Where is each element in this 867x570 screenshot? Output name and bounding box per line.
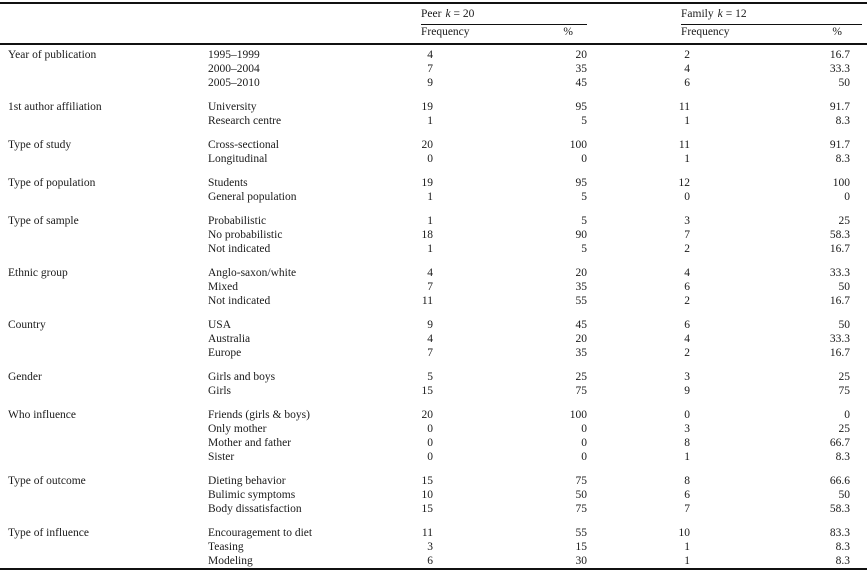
category-cell: Ethnic group — [8, 267, 68, 279]
family-frequency-header: Frequency — [681, 26, 730, 38]
table-section — [0, 176, 867, 204]
table-row — [0, 422, 867, 436]
subcategory-cell: Only mother — [208, 423, 267, 435]
table-section — [0, 318, 867, 360]
table-row — [0, 190, 867, 204]
family-percent-cell: 50 — [838, 281, 850, 293]
category-cell — [0, 114, 208, 128]
subcategory-cell: 1995–1999 — [208, 49, 260, 61]
category-cell: Year of publication — [8, 49, 97, 61]
family-frequency-cell: 4 — [684, 63, 690, 75]
category-cell — [0, 228, 208, 242]
table-section — [0, 138, 867, 166]
peer-percent-cell: 95 — [575, 177, 587, 189]
table-row — [0, 554, 867, 568]
subcategory-cell: Friends (girls & boys) — [208, 409, 310, 421]
table-row — [0, 474, 867, 488]
table-row — [0, 242, 867, 256]
peer-frequency-cell: 19 — [421, 177, 433, 189]
subcategory-cell: Encouragement to diet — [208, 527, 313, 539]
peer-frequency-cell: 15 — [421, 475, 433, 487]
table-row — [0, 266, 867, 280]
peer-percent-cell: 45 — [575, 319, 587, 331]
family-percent-cell: 16.7 — [829, 243, 850, 255]
family-percent-cell: 58.3 — [829, 503, 850, 515]
peer-percent-cell: 5 — [581, 243, 587, 255]
peer-frequency-cell: 0 — [427, 153, 433, 165]
family-frequency-cell: 10 — [678, 527, 690, 539]
table-row — [0, 370, 867, 384]
table-row — [0, 62, 867, 76]
category-cell — [0, 384, 208, 398]
subcategory-cell: Not indicated — [208, 295, 271, 307]
peer-group-title: Peer — [421, 8, 442, 20]
subcategory-cell: Sister — [208, 451, 235, 463]
table-section — [0, 408, 867, 464]
peer-percent-cell: 35 — [575, 281, 587, 293]
peer-percent-cell: 20 — [575, 267, 587, 279]
category-cell — [0, 450, 208, 464]
category-cell: 1st author affiliation — [8, 101, 102, 113]
family-frequency-cell: 0 — [684, 191, 690, 203]
table-row — [0, 488, 867, 502]
subcategory-cell: Anglo-saxon/white — [208, 267, 297, 279]
family-group-title: Family — [681, 8, 714, 20]
peer-frequency-cell: 9 — [427, 77, 433, 89]
family-frequency-cell: 8 — [684, 475, 690, 487]
peer-percent-cell: 0 — [581, 153, 587, 165]
peer-percent-cell: 20 — [575, 49, 587, 61]
family-frequency-cell: 6 — [684, 281, 690, 293]
family-percent-cell: 16.7 — [829, 49, 850, 61]
peer-percent-cell: 5 — [581, 215, 587, 227]
category-cell — [0, 190, 208, 204]
peer-frequency-cell: 20 — [421, 139, 433, 151]
peer-frequency-cell: 7 — [427, 281, 433, 293]
family-frequency-cell: 3 — [684, 215, 690, 227]
family-k-value: = 12 — [725, 8, 747, 20]
peer-frequency-cell: 11 — [421, 295, 433, 307]
category-cell — [0, 346, 208, 360]
family-frequency-cell: 3 — [684, 423, 690, 435]
peer-percent-cell: 35 — [575, 63, 587, 75]
family-percent-cell: 50 — [838, 319, 850, 331]
peer-frequency-cell: 20 — [421, 409, 433, 421]
family-frequency-cell: 1 — [684, 541, 690, 553]
table-row — [0, 280, 867, 294]
family-frequency-cell: 9 — [684, 385, 690, 397]
category-cell — [0, 502, 208, 516]
family-percent-cell: 0 — [844, 191, 850, 203]
family-frequency-cell: 1 — [684, 153, 690, 165]
subcategory-cell: Cross-sectional — [208, 139, 279, 151]
category-cell: Who influence — [8, 409, 77, 421]
table-row — [0, 384, 867, 398]
subcategory-cell: Girls — [208, 385, 231, 397]
peer-frequency-cell: 3 — [427, 541, 433, 553]
table-row — [0, 48, 867, 62]
table-row — [0, 214, 867, 228]
family-frequency-cell: 1 — [684, 555, 690, 567]
peer-percent-cell: 50 — [575, 489, 587, 501]
category-cell: Country — [8, 319, 46, 331]
table-section — [0, 214, 867, 256]
family-percent-cell: 91.7 — [829, 139, 850, 151]
table-section — [0, 48, 867, 90]
peer-percent-cell: 0 — [581, 423, 587, 435]
subcategory-cell: 2005–2010 — [208, 77, 260, 89]
subcategory-cell: Students — [208, 177, 248, 189]
category-cell — [0, 76, 208, 90]
family-frequency-cell: 11 — [678, 139, 690, 151]
subcategory-cell: Europe — [208, 347, 242, 359]
subcategory-cell: Mother and father — [208, 437, 292, 449]
family-percent-cell: 100 — [832, 177, 850, 189]
peer-percent-cell: 95 — [575, 101, 587, 113]
peer-frequency-header: Frequency — [421, 26, 470, 38]
category-cell — [0, 280, 208, 294]
table-section — [0, 266, 867, 308]
table-row — [0, 526, 867, 540]
family-frequency-cell: 1 — [684, 451, 690, 463]
peer-frequency-cell: 0 — [427, 437, 433, 449]
peer-percent-cell: 30 — [575, 555, 587, 567]
peer-frequency-cell: 11 — [421, 527, 433, 539]
family-group-rule — [681, 24, 862, 25]
peer-percent-cell: 100 — [569, 139, 587, 151]
peer-percent-cell: 75 — [575, 475, 587, 487]
subcategory-cell: General population — [208, 191, 297, 203]
family-percent-cell: 50 — [838, 77, 850, 89]
peer-percent-cell: 5 — [581, 115, 587, 127]
table-row — [0, 176, 867, 190]
family-frequency-cell: 6 — [684, 489, 690, 501]
family-percent-cell: 58.3 — [829, 229, 850, 241]
table-row — [0, 138, 867, 152]
peer-group-header — [390, 8, 587, 21]
category-cell: Type of population — [8, 177, 96, 189]
subcategory-cell: No probabilistic — [208, 229, 283, 241]
category-cell — [0, 422, 208, 436]
table-row — [0, 76, 867, 90]
family-frequency-cell: 2 — [684, 295, 690, 307]
family-percent-cell: 33.3 — [829, 333, 850, 345]
family-percent-cell: 8.3 — [835, 115, 850, 127]
family-frequency-cell: 4 — [684, 267, 690, 279]
family-frequency-cell: 8 — [684, 437, 690, 449]
family-percent-cell: 66.6 — [829, 475, 850, 487]
subcategory-cell: Research centre — [208, 115, 282, 127]
peer-frequency-cell: 6 — [427, 555, 433, 567]
category-cell — [0, 554, 208, 568]
family-frequency-cell: 11 — [678, 101, 690, 113]
family-percent-cell: 8.3 — [835, 555, 850, 567]
subcategory-cell: Teasing — [208, 541, 244, 553]
family-frequency-cell: 12 — [678, 177, 690, 189]
family-percent-cell: 8.3 — [835, 451, 850, 463]
family-frequency-cell: 7 — [684, 229, 690, 241]
peer-frequency-cell: 15 — [421, 503, 433, 515]
family-percent-cell: 25 — [838, 371, 850, 383]
peer-percent-cell: 25 — [575, 371, 587, 383]
family-frequency-cell: 3 — [684, 371, 690, 383]
subcategory-cell: Probabilistic — [208, 215, 267, 227]
family-frequency-cell: 2 — [684, 49, 690, 61]
subcategory-cell: Body dissatisfaction — [208, 503, 302, 515]
peer-frequency-cell: 18 — [421, 229, 433, 241]
family-percent-cell: 75 — [838, 385, 850, 397]
peer-frequency-cell: 19 — [421, 101, 433, 113]
category-cell — [0, 242, 208, 256]
peer-percent-cell: 35 — [575, 347, 587, 359]
peer-frequency-cell: 1 — [427, 215, 433, 227]
category-cell — [0, 488, 208, 502]
family-percent-cell: 16.7 — [829, 347, 850, 359]
table-section — [0, 526, 867, 568]
peer-frequency-cell: 4 — [427, 333, 433, 345]
peer-percent-cell: 55 — [575, 527, 587, 539]
table-row — [0, 502, 867, 516]
subcategory-cell: Girls and boys — [208, 371, 276, 383]
peer-frequency-cell: 4 — [427, 267, 433, 279]
family-k-symbol: k — [717, 8, 723, 20]
category-cell — [0, 540, 208, 554]
subcategory-cell: USA — [208, 319, 232, 331]
category-cell — [0, 436, 208, 450]
peer-frequency-cell: 10 — [421, 489, 433, 501]
table-row — [0, 436, 867, 450]
table-row — [0, 318, 867, 332]
peer-percent-cell: 75 — [575, 503, 587, 515]
peer-frequency-cell: 9 — [427, 319, 433, 331]
table-row — [0, 450, 867, 464]
peer-k-value: = 20 — [453, 8, 475, 20]
subcategory-cell: Longitudinal — [208, 153, 268, 165]
peer-frequency-cell: 7 — [427, 63, 433, 75]
column-header-row — [0, 25, 867, 40]
subcategory-cell: University — [208, 101, 257, 113]
subcategory-cell: Modeling — [208, 555, 253, 567]
table-section — [0, 370, 867, 398]
peer-frequency-cell: 0 — [427, 451, 433, 463]
peer-percent-cell: 100 — [569, 409, 587, 421]
table-row — [0, 114, 867, 128]
peer-percent-cell: 20 — [575, 333, 587, 345]
family-group-header — [587, 8, 867, 21]
family-percent-cell: 50 — [838, 489, 850, 501]
table-body — [0, 45, 867, 568]
peer-percent-cell: 75 — [575, 385, 587, 397]
subcategory-cell: Mixed — [208, 281, 239, 293]
family-frequency-cell: 4 — [684, 333, 690, 345]
peer-frequency-cell: 4 — [427, 49, 433, 61]
peer-frequency-cell: 1 — [427, 243, 433, 255]
subcategory-cell: Bulimic symptoms — [208, 489, 296, 501]
family-percent-cell: 91.7 — [829, 101, 850, 113]
family-frequency-cell: 6 — [684, 319, 690, 331]
peer-percent-cell: 5 — [581, 191, 587, 203]
family-percent-cell: 16.7 — [829, 295, 850, 307]
table-row — [0, 100, 867, 114]
family-frequency-cell: 1 — [684, 115, 690, 127]
table-row — [0, 294, 867, 308]
family-percent-cell: 25 — [838, 423, 850, 435]
peer-frequency-cell: 0 — [427, 423, 433, 435]
peer-frequency-cell: 1 — [427, 115, 433, 127]
peer-percent-cell: 45 — [575, 77, 587, 89]
table-row — [0, 346, 867, 360]
peer-percent-header: % — [563, 26, 573, 38]
family-frequency-cell: 0 — [684, 409, 690, 421]
family-percent-cell: 33.3 — [829, 267, 850, 279]
category-cell: Type of study — [8, 139, 72, 151]
family-frequency-cell: 6 — [684, 77, 690, 89]
category-cell: Type of influence — [8, 527, 89, 539]
family-percent-cell: 33.3 — [829, 63, 850, 75]
table-row — [0, 228, 867, 242]
peer-percent-cell: 0 — [581, 437, 587, 449]
subcategory-cell: Dieting behavior — [208, 475, 286, 487]
category-cell: Type of outcome — [8, 475, 86, 487]
family-frequency-cell: 7 — [684, 503, 690, 515]
family-percent-cell: 66.7 — [829, 437, 850, 449]
category-cell — [0, 294, 208, 308]
peer-percent-cell: 15 — [575, 541, 587, 553]
peer-frequency-cell: 15 — [421, 385, 433, 397]
family-frequency-cell: 2 — [684, 347, 690, 359]
table-section — [0, 100, 867, 128]
category-cell — [0, 332, 208, 346]
category-cell: Gender — [8, 371, 42, 383]
category-cell — [0, 62, 208, 76]
table-row — [0, 540, 867, 554]
peer-frequency-cell: 5 — [427, 371, 433, 383]
table-row — [0, 332, 867, 346]
subcategory-cell: Australia — [208, 333, 251, 345]
family-frequency-cell: 2 — [684, 243, 690, 255]
peer-percent-cell: 0 — [581, 451, 587, 463]
peer-percent-cell: 55 — [575, 295, 587, 307]
subcategory-cell: 2000–2004 — [208, 63, 260, 75]
category-cell — [0, 152, 208, 166]
peer-group-rule — [421, 24, 587, 25]
family-percent-cell: 25 — [838, 215, 850, 227]
family-percent-cell: 83.3 — [829, 527, 850, 539]
peer-k-symbol: k — [445, 8, 451, 20]
peer-percent-cell: 90 — [575, 229, 587, 241]
group-header-row — [0, 4, 867, 21]
table-section — [0, 474, 867, 516]
family-percent-cell: 8.3 — [835, 541, 850, 553]
family-percent-cell: 0 — [844, 409, 850, 421]
family-percent-header: % — [832, 26, 842, 38]
table-row — [0, 152, 867, 166]
subcategory-cell: Not indicated — [208, 243, 271, 255]
peer-frequency-cell: 7 — [427, 347, 433, 359]
category-cell: Type of sample — [8, 215, 79, 227]
table-row — [0, 408, 867, 422]
peer-frequency-cell: 1 — [427, 191, 433, 203]
family-percent-cell: 8.3 — [835, 153, 850, 165]
